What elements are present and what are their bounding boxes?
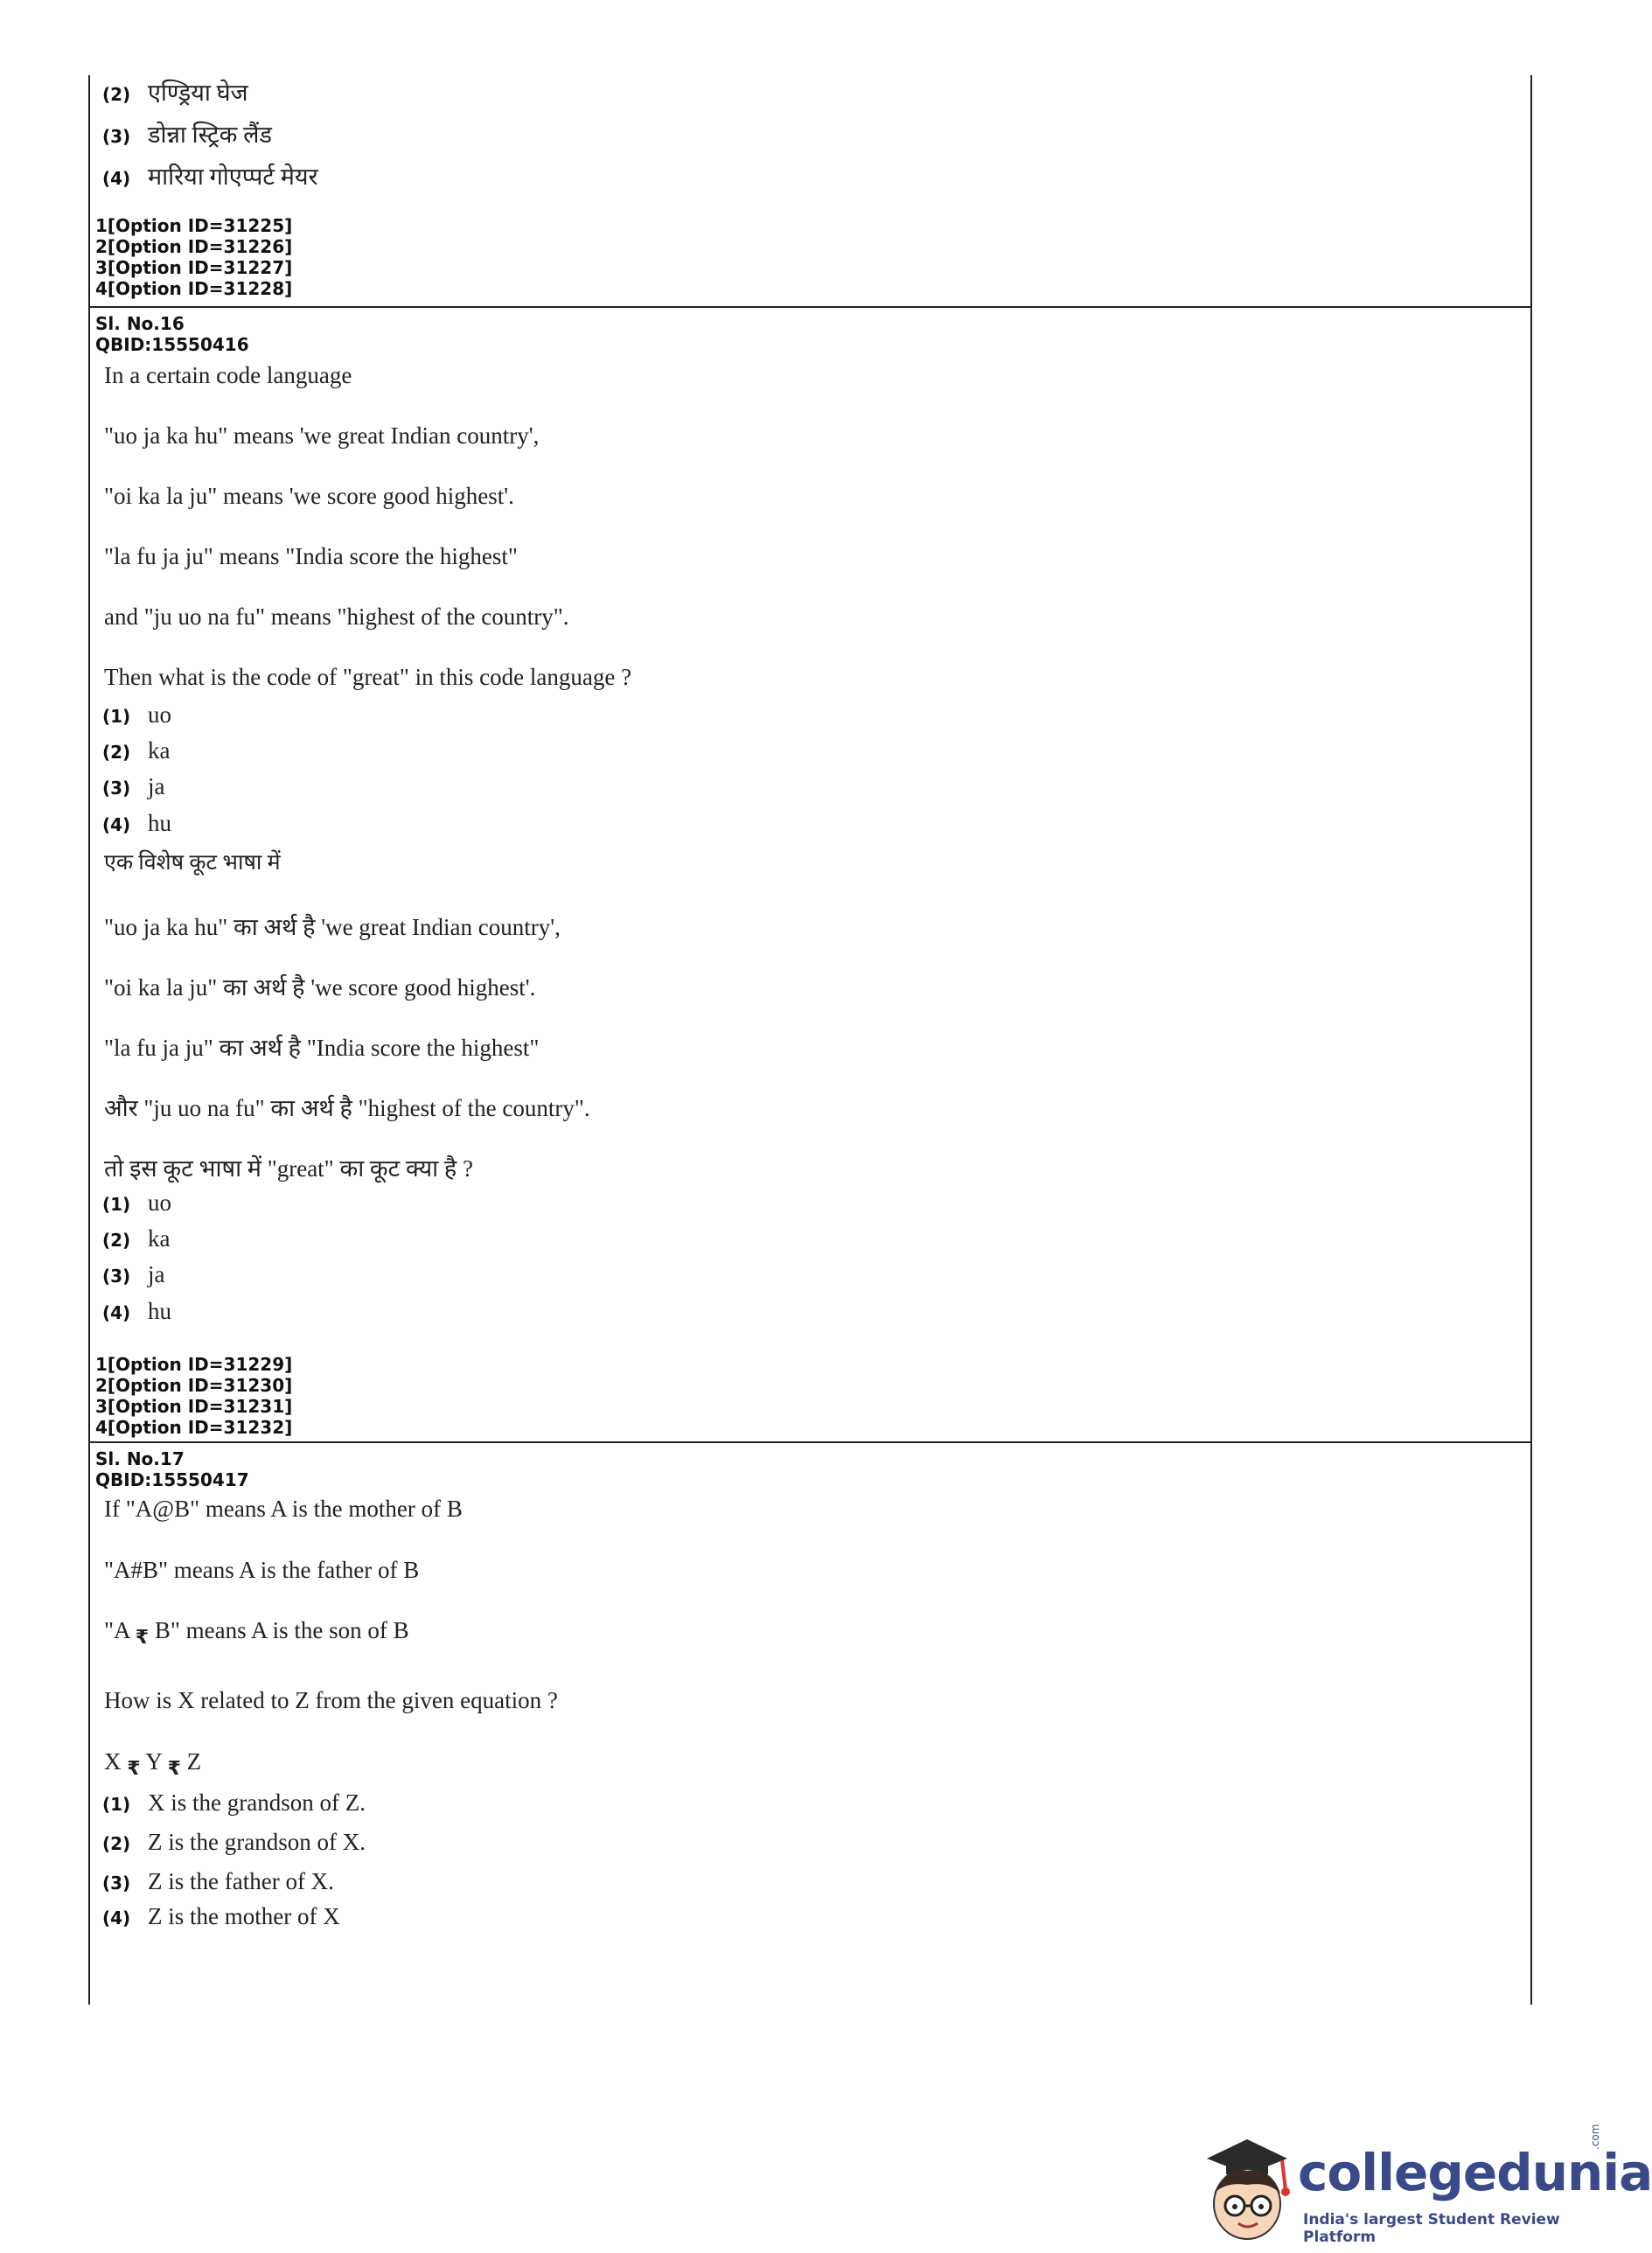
question-17 xyxy=(90,1443,1530,2003)
question-paper-frame xyxy=(88,75,1532,2005)
option-id: 2[Option ID=31230] xyxy=(95,1375,293,1396)
mascot-icon xyxy=(1191,2124,1303,2246)
q16-stem-line: and "ju uo na fu" means "highest of the country". xyxy=(104,603,569,630)
collegedunia-logo xyxy=(1191,2124,1652,2246)
question-16 xyxy=(90,308,1530,1441)
rupee-symbol: ₹ xyxy=(167,1758,181,1780)
q15-option-3: (3) डोन्ना स्ट्रिक लैंड xyxy=(102,122,272,148)
rupee-symbol: ₹ xyxy=(135,1627,150,1649)
brand-name: collegedunia xyxy=(1298,2143,1652,2202)
q16-option-2: (2) ka xyxy=(102,737,171,764)
option-id: 1[Option ID=31225] xyxy=(95,215,293,236)
q16-stem-line: "uo ja ka hu" means 'we great Indian country', xyxy=(104,422,540,449)
q17-question: How is X related to Z from the given equation ? xyxy=(104,1687,558,1713)
option-id: 4[Option ID=31232] xyxy=(95,1417,293,1438)
brand-dotcom: .com xyxy=(1589,2124,1601,2150)
q15-option-ids xyxy=(95,215,292,299)
option-id: 4[Option ID=31228] xyxy=(95,278,293,299)
q16-hindi-stem-line: "oi ka la ju" का अर्थ है 'we score good highest'. xyxy=(104,974,536,1001)
q17-option-3: (3) Z is the father of X. xyxy=(102,1868,334,1894)
qbid: QBID:15550417 xyxy=(95,1469,249,1490)
question-15-tail xyxy=(90,75,1530,307)
option-id: 1[Option ID=31229] xyxy=(95,1354,293,1375)
q17-stem-line: If "A@B" means A is the mother of B xyxy=(104,1496,463,1522)
q17-line3-start: "A xyxy=(104,1617,130,1643)
eq-y: Y xyxy=(145,1748,162,1775)
q16-option-ids xyxy=(95,1354,292,1438)
q17-stem-line: "A#B" means A is the father of B xyxy=(104,1557,420,1583)
q17-option-2: (2) Z is the grandson of X. xyxy=(102,1829,366,1855)
option-id: 2[Option ID=31226] xyxy=(95,236,293,257)
q16-option-4: (4) hu xyxy=(102,810,171,836)
q16-hindi-option-4: (4) hu xyxy=(102,1298,171,1324)
q17-equation xyxy=(104,1748,202,1780)
option-id: 3[Option ID=31227] xyxy=(95,257,293,278)
q16-stem-line: Then what is the code of "great" in this code language ? xyxy=(104,664,632,690)
q17-option-1: (1) X is the grandson of Z. xyxy=(102,1789,366,1816)
option-id: 3[Option ID=31231] xyxy=(95,1396,293,1417)
q16-stem-line: "la fu ja ju" means "India score the highest" xyxy=(104,543,518,569)
q15-option-2: (2) एण्ड्रिया घेज xyxy=(102,80,248,106)
q16-option-1: (1) uo xyxy=(102,701,171,728)
q16-stem-line: "oi ka la ju" means 'we score good highest'. xyxy=(104,483,514,509)
q16-hindi-stem-line: एक विशेष कूट भाषा में xyxy=(104,851,281,875)
q16-option-3: (3) ja xyxy=(102,773,165,799)
q17-option-4: (4) Z is the mother of X xyxy=(102,1903,340,1929)
brand-tagline: India's largest Student Review Platform xyxy=(1303,2211,1560,2246)
q16-hindi-stem-line: तो इस कूट भाषा में "great" का कूट क्या है ? xyxy=(104,1155,473,1182)
q16-hindi-option-3: (3) ja xyxy=(102,1261,165,1287)
q17-stem-line xyxy=(104,1617,409,1649)
q17-line3-end: B" means A is the son of B xyxy=(154,1617,409,1643)
q16-hindi-option-1: (1) uo xyxy=(102,1189,171,1216)
q16-hindi-stem-line: "la fu ja ju" का अर्थ है "India score the highest" xyxy=(104,1035,540,1061)
qbid: QBID:15550416 xyxy=(95,334,249,355)
eq-x: X xyxy=(104,1748,122,1775)
rupee-symbol: ₹ xyxy=(127,1758,141,1780)
q16-stem-line: In a certain code language xyxy=(104,362,352,388)
q15-option-4: (4) मारिया गोएप्पर्ट मेयर xyxy=(102,164,318,190)
q16-header xyxy=(95,313,249,355)
eq-z: Z xyxy=(186,1748,202,1775)
q17-header xyxy=(95,1448,249,1490)
sl-no: Sl. No.17 xyxy=(95,1448,185,1469)
q16-hindi-option-2: (2) ka xyxy=(102,1225,171,1252)
q16-hindi-stem-line: "uo ja ka hu" का अर्थ है 'we great Indian country', xyxy=(104,914,561,940)
sl-no: Sl. No.16 xyxy=(95,313,185,334)
q16-hindi-stem-line: और "ju uo na fu" का अर्थ है "highest of the country". xyxy=(104,1095,590,1121)
